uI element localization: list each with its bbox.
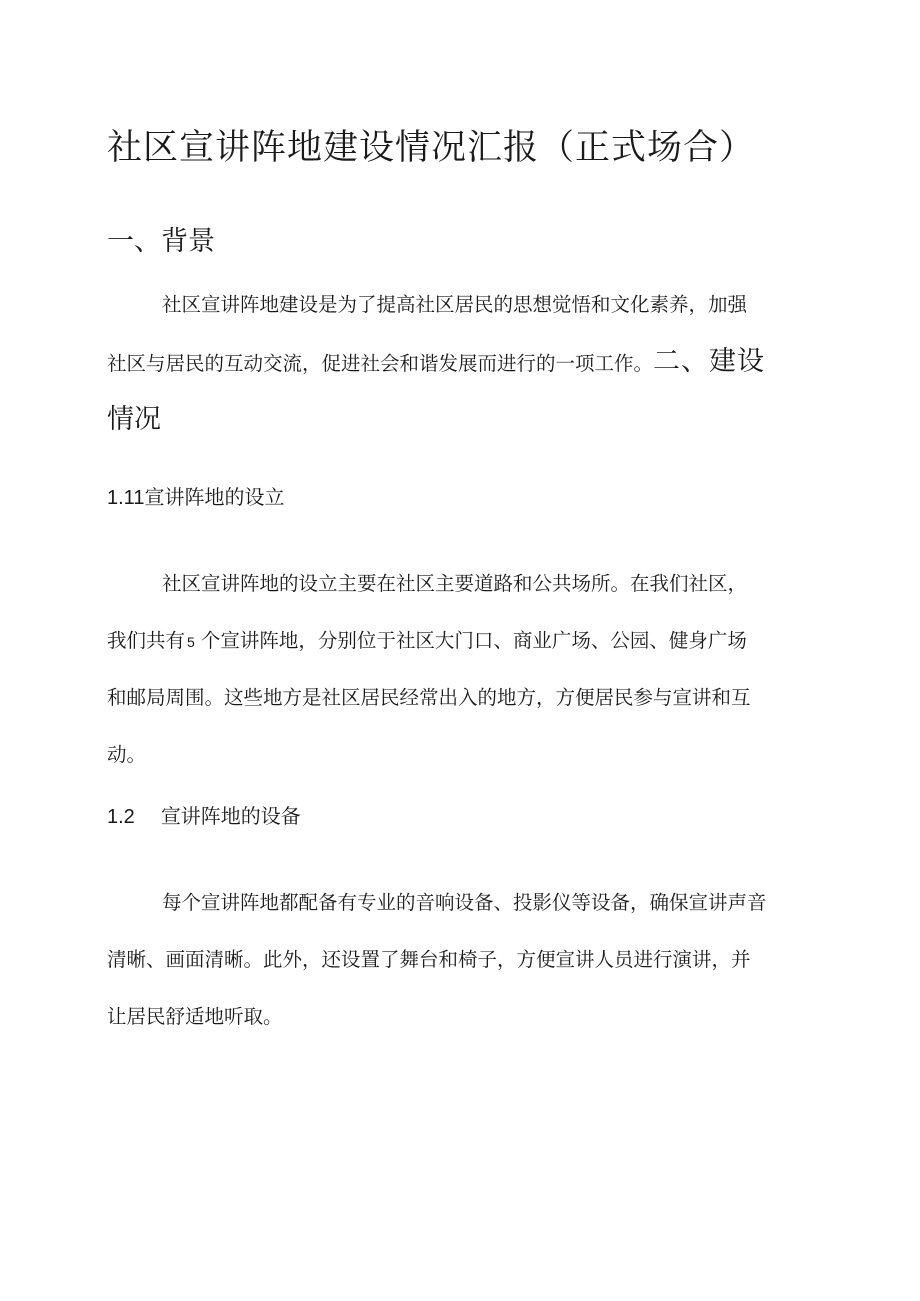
paragraph-line: 让居民舒适地听取。 — [107, 1005, 283, 1028]
paragraph-line: 每个宣讲阵地都配备有专业的音响设备、投影仪等设备，确保宣讲声音 — [162, 891, 767, 914]
subsection-number: 1.2 — [107, 806, 135, 828]
paragraph-line: 社区宣讲阵地建设是为了提高社区居民的思想觉悟和文化素养，加强 — [162, 293, 748, 316]
section-heading-background: 一、背景 — [107, 226, 215, 257]
paragraph-line: 动。 — [107, 743, 147, 766]
subsection-title: 宣讲阵地的设备 — [160, 804, 301, 828]
setup-paragraph — [107, 555, 827, 783]
paragraph-text: 个宣讲阵地，分别位于社区大门口、商业广场、公园、健身广场 — [200, 629, 747, 652]
document-title: 社区宣讲阵地建设情况汇报（正式场合） — [107, 128, 756, 168]
paragraph-line: 社区宣讲阵地的设立主要在社区主要道路和公共场所。在我们社区， — [162, 572, 748, 595]
background-paragraph — [107, 276, 827, 390]
subsection-heading-1-2 — [107, 801, 301, 832]
subsection-number: 1.11 — [107, 487, 145, 509]
section-heading-construction-continued: 情况 — [107, 404, 161, 435]
paragraph-line — [107, 333, 827, 390]
paragraph-text: 我们共有 — [107, 629, 186, 652]
subsection-heading-1-1 — [107, 482, 284, 513]
paragraph-line: 清晰、画面清晰。此外，还设置了舞台和椅子，方便宣讲人员进行演讲，并 — [107, 948, 751, 971]
section-heading-construction: 二、建设 — [653, 346, 766, 377]
paragraph-line — [107, 612, 827, 669]
site-count: 5 — [187, 634, 195, 650]
paragraph-line: 和邮局周围。这些地方是社区居民经常出入的地方，方便居民参与宣讲和互 — [107, 686, 751, 709]
equipment-paragraph — [107, 874, 827, 1045]
subsection-title: 宣讲阵地的设立 — [144, 485, 285, 509]
paragraph-text: 社区与居民的互动交流，促进社会和谐发展而进行的一项工作。 — [107, 352, 654, 375]
